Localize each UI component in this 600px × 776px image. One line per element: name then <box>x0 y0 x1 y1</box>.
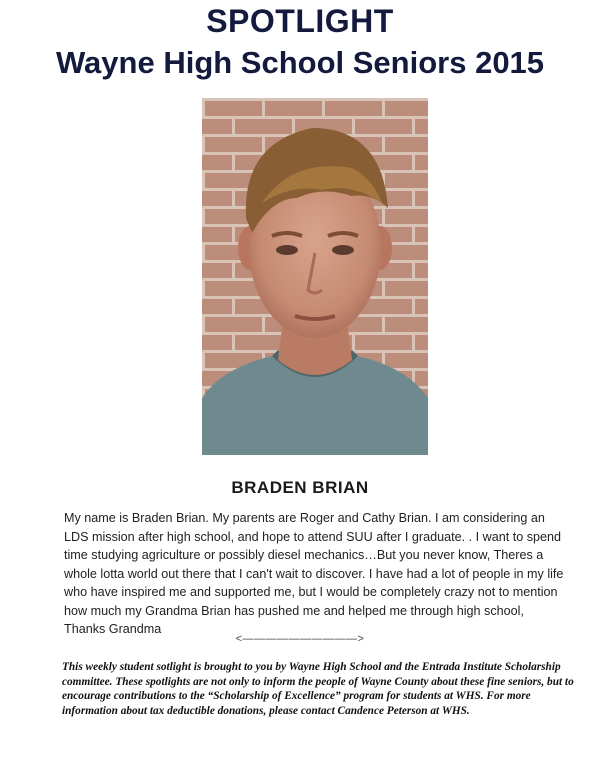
sponsor-note: This weekly student sotlight is brought to you by Wayne High School and the Entrada Institute Scholarship committee. These spotlights are not only to inform the people of Wayne County about these fine seniors, but to encourage contributions to the “Scholarship of Excellence” program for students at WHS. For more information about tax deductible donations, please contact Candence Peterson at WHS. <box>62 661 574 718</box>
student-photo <box>202 98 428 455</box>
student-bio: My name is Braden Brian. My parents are Roger and Cathy Brian. I am considering an LDS mission after high school, and hope to attend SUU after I graduate. . I want to spend time studying agriculture or possibly diesel mechanics…But you never know, Theres a whole lotta world out there that I can't wait to discover. I have had a lot of people in my life who have inspired me and supported me, but I would be completely crazy not to mention how much my Grandma Brian has pushed me and helped me through high school, Thanks Grandma <box>64 511 564 636</box>
page-title: SPOTLIGHT <box>206 3 394 39</box>
student-name: BRADEN BRIAN <box>231 478 369 497</box>
page-subtitle: Wayne High School Seniors 2015 <box>55 45 545 80</box>
section-divider: <——————————> <box>235 633 365 645</box>
